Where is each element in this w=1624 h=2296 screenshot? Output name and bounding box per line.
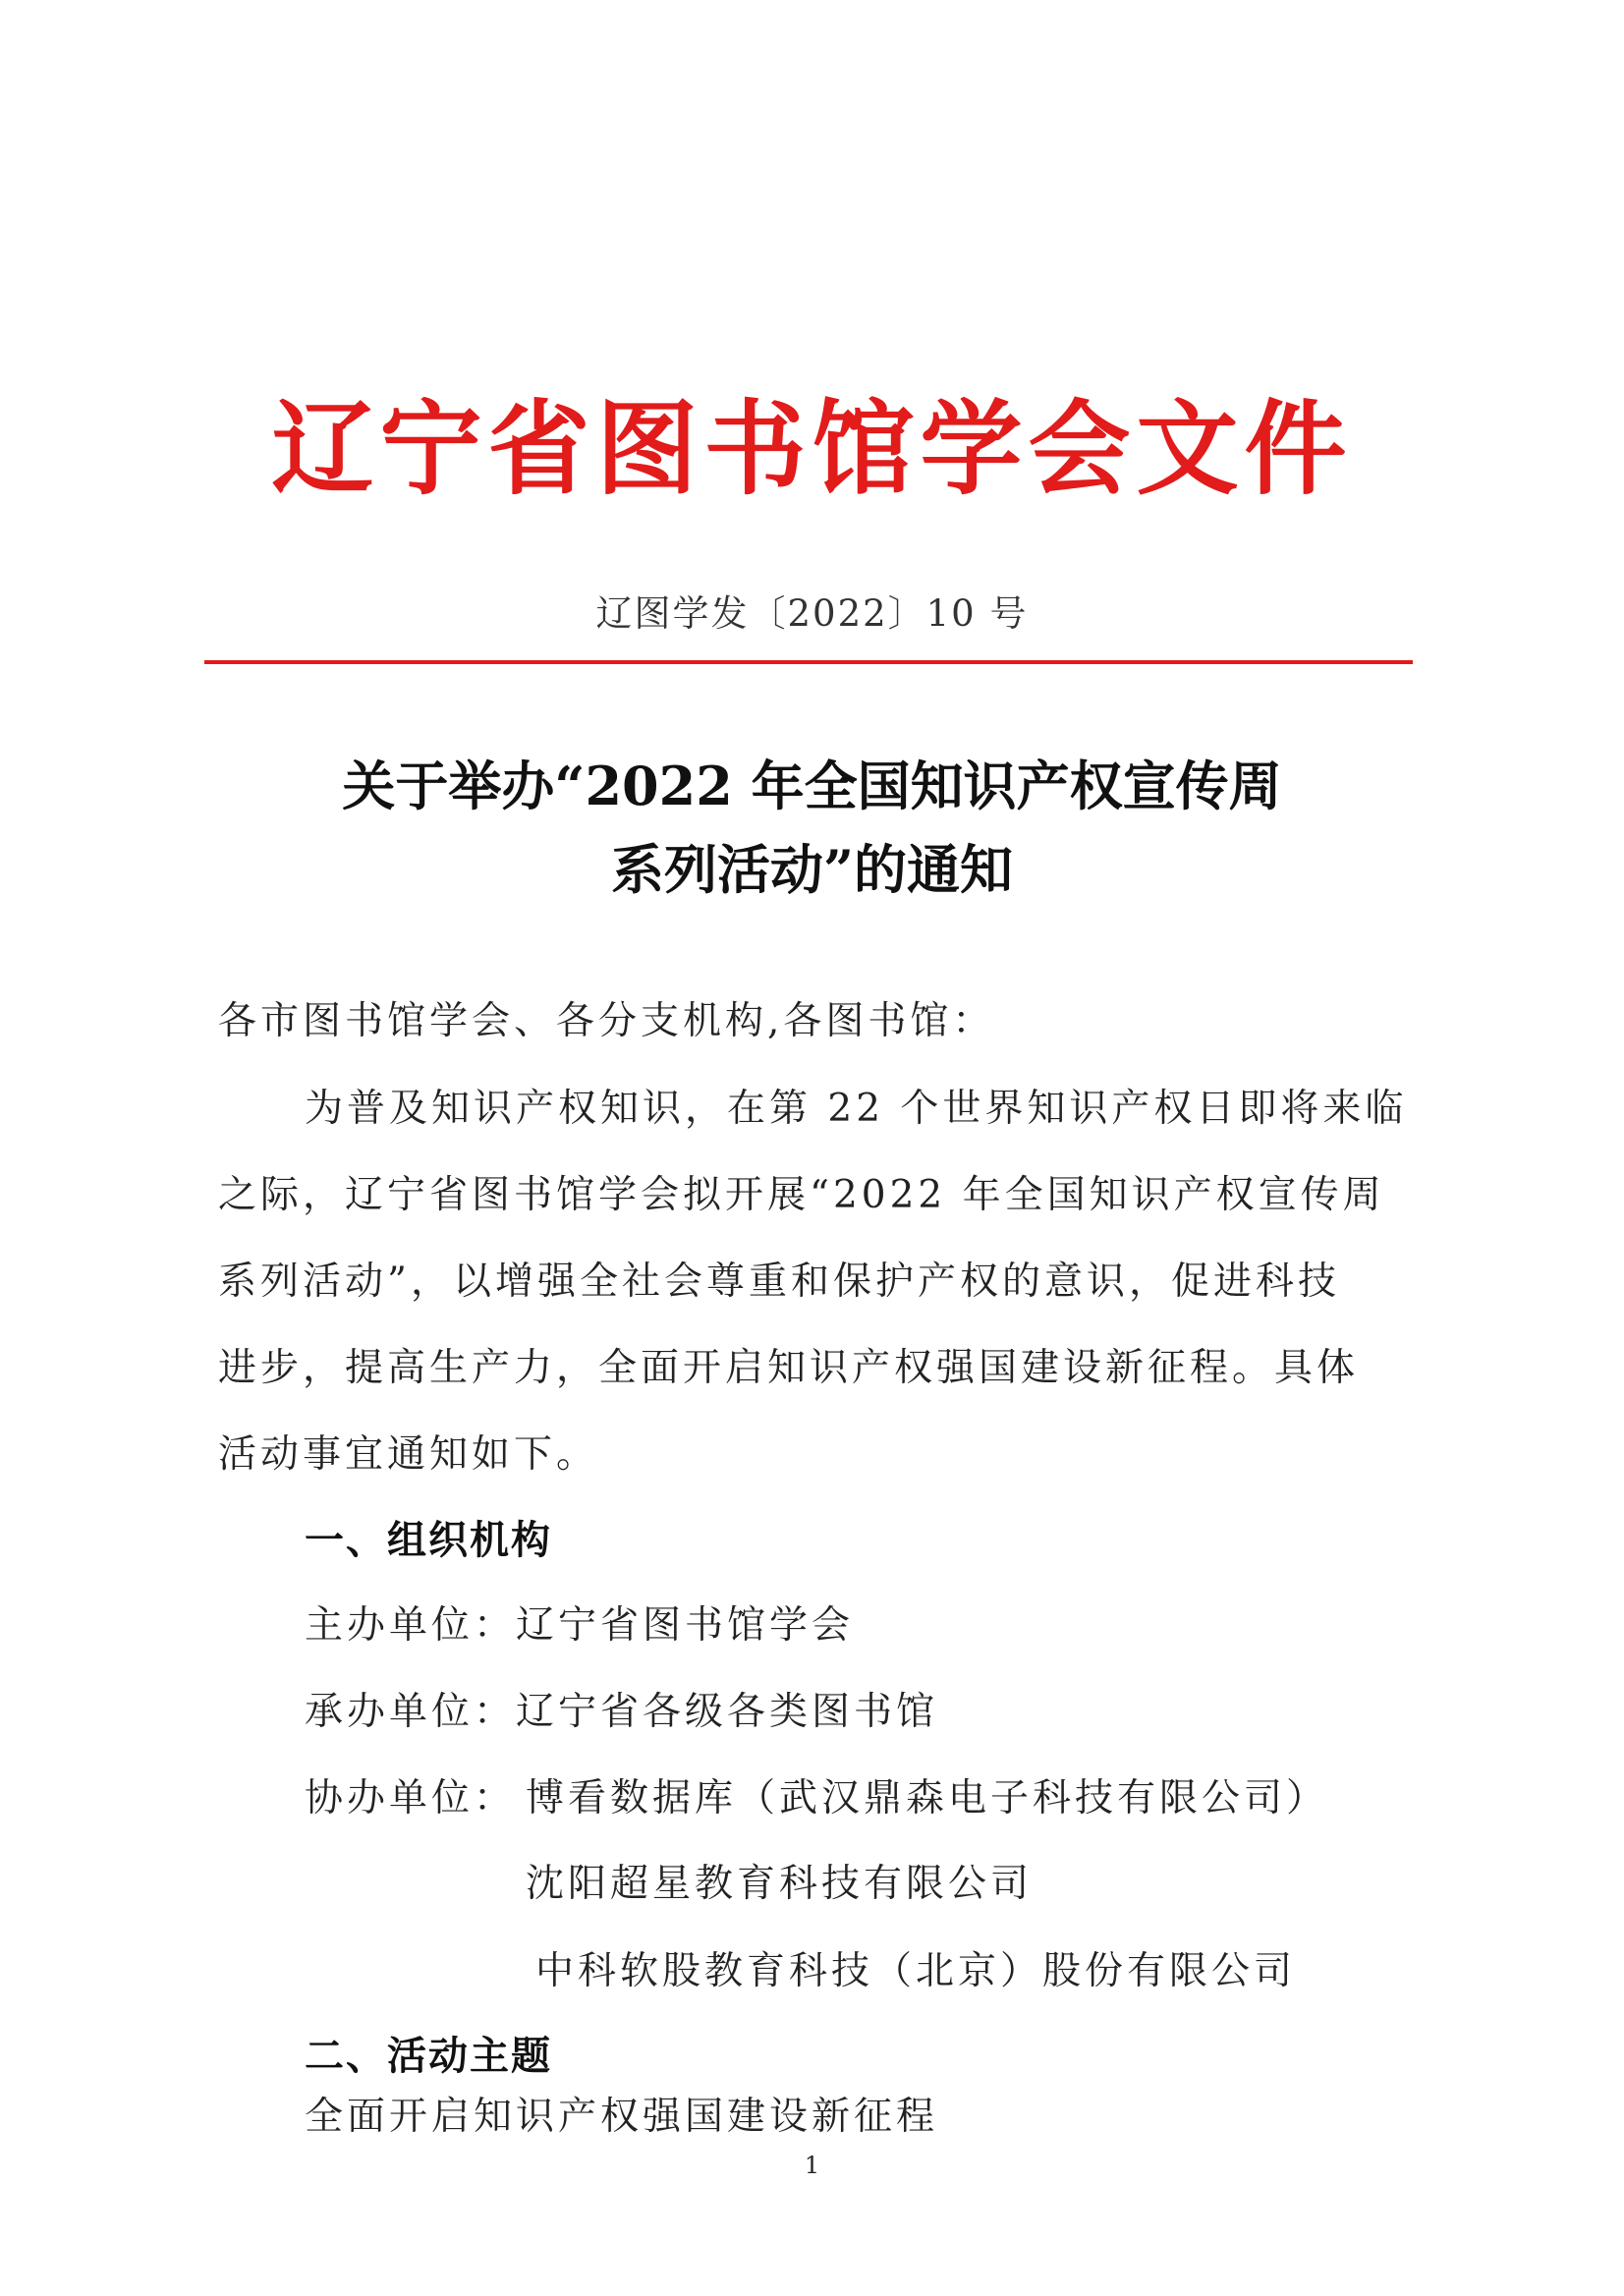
red-divider	[204, 660, 1413, 664]
notice-title-line-1: 关于举办“2022 年全国知识产权宣传周	[342, 755, 1282, 817]
salutation: 各市图书馆学会、各分支机构,各图书馆：	[218, 999, 995, 1043]
notice-title-line-2: 系列活动”的通知	[610, 838, 1014, 901]
paragraph-line: 活动事宜通知如下。	[218, 1432, 599, 1477]
section-heading-theme: 二、活动主题	[305, 2034, 552, 2079]
co-organizer-item: 沈阳超星教育科技有限公司	[526, 1862, 1034, 1906]
document-number: 辽图学发〔2022〕10 号	[595, 592, 1029, 635]
paragraph-line: 为普及知识产权知识，在第 22 个世界知识产权日即将来临	[305, 1087, 1408, 1131]
paragraph-line: 之际，辽宁省图书馆学会拟开展“2022 年全国知识产权宣传周	[218, 1173, 1385, 1217]
co-organizer-item: 中科软股教育科技（北京）股份有限公司	[535, 1949, 1297, 1993]
co-organizer-item: 博看数据库（武汉鼎森电子科技有限公司）	[526, 1776, 1329, 1820]
activity-theme: 全面开启知识产权强国建设新征程	[305, 2095, 939, 2139]
paragraph-line: 进步，提高生产力，全面开启知识产权强国建设新征程。具体	[218, 1346, 1360, 1390]
organizer-unit: 承办单位：辽宁省各级各类图书馆	[305, 1690, 939, 1734]
co-organizer-label: 协办单位：	[305, 1776, 517, 1820]
page-number: 1	[804, 2152, 820, 2179]
section-heading-organization: 一、组织机构	[305, 1518, 552, 1563]
host-unit: 主办单位：辽宁省图书馆学会	[305, 1603, 855, 1648]
paragraph-line: 系列活动”，以增强全社会尊重和保护产权的意识，促进科技	[218, 1260, 1340, 1304]
document-header-title: 辽宁省图书馆学会文件	[271, 389, 1353, 509]
